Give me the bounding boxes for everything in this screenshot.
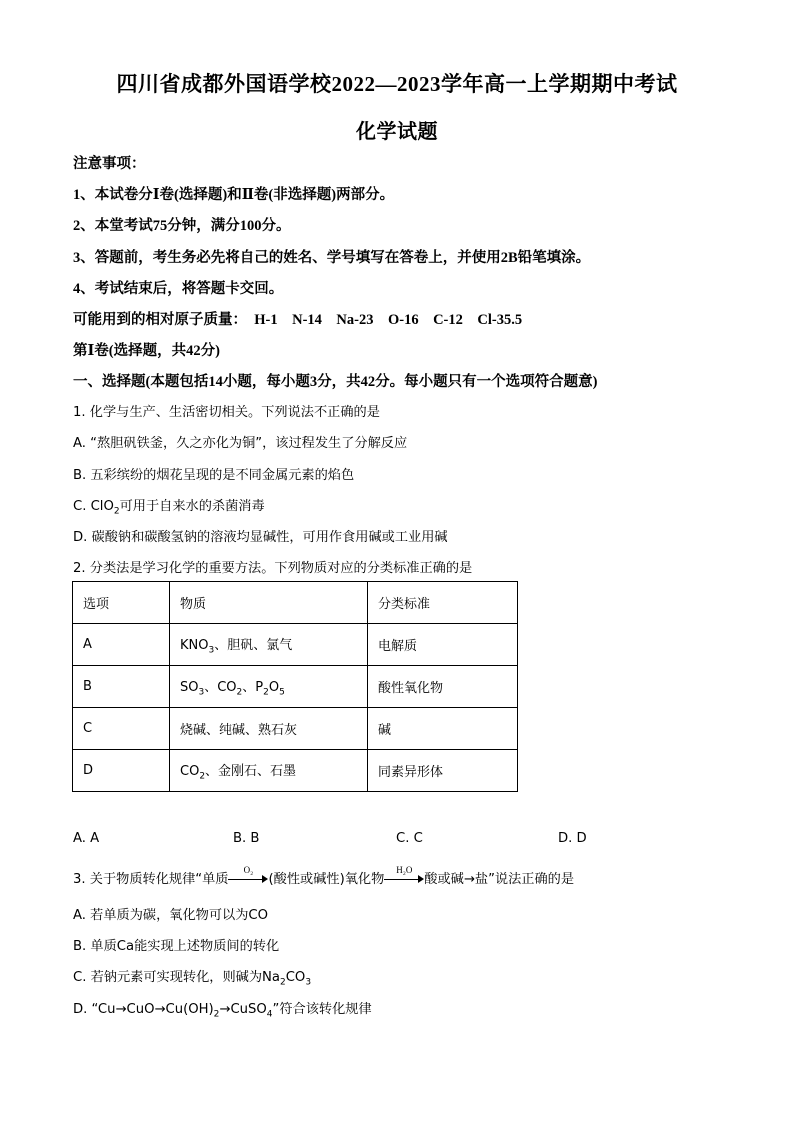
table-cell-standard: 碱 <box>368 708 518 750</box>
table-cell-substance: $SO_3$、$CO_2$、$P_2O_5$ <box>170 666 368 708</box>
table-cell-option: D <box>73 750 170 792</box>
table-cell-standard: 电解质 <box>368 624 518 666</box>
q1-option-a: A. “熬胆矾铁釜，久之亦化为铜”，该过程发生了分解反应 <box>73 436 408 451</box>
table-row <box>73 708 518 750</box>
table-cell-standard: 同素异形体 <box>368 750 518 792</box>
q2-answer-b: B. B <box>233 831 260 846</box>
table-header-cell: 选项 <box>73 582 170 624</box>
notes-heading: 注意事项： <box>73 156 146 172</box>
table-row <box>73 750 518 792</box>
note-item-2: 2、本堂考试75分钟，满分100分。 <box>73 218 291 234</box>
table-cell-substance: 烧碱、纯碱、熟石灰 <box>170 708 368 750</box>
q3-stem: 3. 关于物质转化规律“单质 O₂ (酸性或碱性)氧化物 H₂O 酸或碱→盐”说法正确的是 <box>73 865 575 887</box>
q1-option-b: B. 五彩缤纷的烟花呈现的是不同金属元素的焰色 <box>73 468 355 483</box>
q1-option-c: C. ClO$_2$可用于自来水的杀菌消毒 <box>73 499 265 517</box>
section-heading: 一、选择题(本题包括14小题，每小题3分，共42分。每小题只有一个选项符合题意) <box>73 374 598 390</box>
table-cell-substance: $CO_2$、金刚石、石墨 <box>170 750 368 792</box>
table-header-cell: 物质 <box>170 582 368 624</box>
q3-option-b: B. 单质Ca能实现上述物质间的转化 <box>73 939 280 954</box>
exam-subtitle: 化学试题 <box>356 121 438 143</box>
reaction-arrow-icon: H₂O <box>384 874 424 884</box>
exam-title: 四川省成都外国语学校2022—2023学年高一上学期期中考试 <box>116 72 678 96</box>
table-cell-option: A <box>73 624 170 666</box>
reaction-arrow-icon: O₂ <box>228 874 268 884</box>
q2-answer-a: A. A <box>73 831 100 846</box>
q2-table <box>72 581 518 792</box>
q3-option-c: C. 若钠元素可实现转化，则碱为$Na_2CO_3$ <box>73 970 312 988</box>
table-header-cell: 分类标准 <box>368 582 518 624</box>
table-cell-option: C <box>73 708 170 750</box>
q1-option-d: D. 碳酸钠和碳酸氢钠的溶液均显碱性，可用作食用碱或工业用碱 <box>73 530 448 545</box>
table-cell-option: B <box>73 666 170 708</box>
note-item-4: 4、考试结束后，将答题卡交回。 <box>73 281 284 297</box>
q2-stem: 2. 分类法是学习化学的重要方法。下列物质对应的分类标准正确的是 <box>73 561 473 576</box>
q2-answer-d: D. D <box>558 831 587 846</box>
q3-option-d: D. “$Cu\to CuO\to Cu(OH)_2\to CuSO_4$”符合该转化规律 <box>73 1002 372 1020</box>
q3-option-a: A. 若单质为碳，氧化物可以为CO <box>73 908 269 923</box>
q2-answer-c: C. C <box>396 831 423 846</box>
table-cell-substance: $KNO_3$、胆矾、氯气 <box>170 624 368 666</box>
q1-stem: 1. 化学与生产、生活密切相关。下列说法不正确的是 <box>73 405 380 420</box>
table-cell-standard: 酸性氧化物 <box>368 666 518 708</box>
table-header-row <box>73 582 518 624</box>
table-row <box>73 666 518 708</box>
note-item-1: 1、本试卷分Ⅰ卷(选择题)和Ⅱ卷(非选择题)两部分。 <box>73 187 395 203</box>
note-item-3: 3、答题前，考生务必先将自己的姓名、学号填写在答卷上，并使用2B铅笔填涂。 <box>73 250 591 266</box>
atomic-mass-line: 可能用到的相对原子质量： H-1 N-14 Na-23 O-16 C-12 Cl-35.5 <box>73 312 523 328</box>
part-heading: 第Ⅰ卷(选择题，共42分) <box>73 343 220 359</box>
table-row <box>73 624 518 666</box>
